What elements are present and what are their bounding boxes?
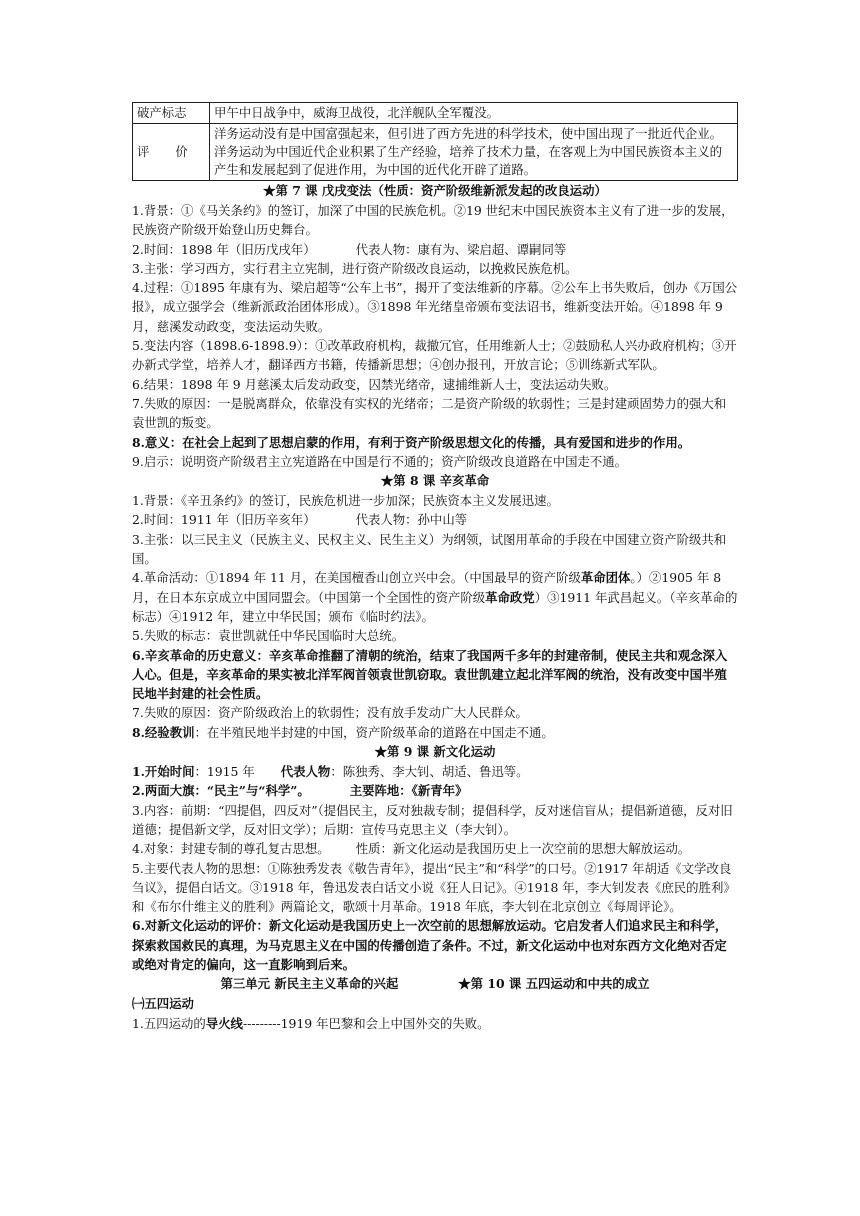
paragraph: 8.经验教训：在半殖民地半封建的中国，资产阶级革命的道路在中国走不通。 [132,724,554,740]
paragraph: 6.结果：1898 年 9 月慈溪太后发动政变，囚禁光绪帝，逮捕维新人士，变法运动失败。 [132,376,617,392]
paragraph: 4.革命活动：①1894 年 11 月，在美国檀香山创立兴中会。（中国最早的资产阶级革命团体。）②1905 年 8 月，在日本东京成立中国同盟会。（中国第一个全国性的资产阶级革命政党）③1911 年武昌起义。（辛亥革命的标志）④1912 年，建立中华民国；颁布《临时约法》。 [132,570,738,624]
paragraph: 2.时间：1898 年（旧历戊戌年） 代表人物：康有为、梁启超、谭嗣同等 [132,241,567,257]
paragraph-bold: 8.意义：在社会上起到了思想启蒙的作用，有利于资产阶级思想文化的传播，具有爱国和进步的作用。 [132,434,691,450]
paragraph: 3.内容：前期：“四提倡，四反对”（提倡民主，反对独裁专制；提倡科学，反对迷信盲从；提倡新道德，反对旧道德；提倡新文学，反对旧文学）；后期：宣传马克思主义（李大钊）。 [132,802,733,837]
paragraph: 1.背景：①《马关条约》的签订，加深了中国的民族危机。②19 世纪末中国民族资本主义有了进一步的发展，民族资产阶级开始登山历史舞台。 [132,203,734,238]
paragraph-bold: 2.两面大旗：“民主”与“科学”。 主要阵地：《新青年》 [132,783,468,799]
paragraph: 7.失败的原因：一是脱离群众，依靠没有实权的光绪帝；二是资产阶级的软弱性；三是封建顽固势力的强大和袁世凯的叛变。 [132,395,727,431]
paragraph-bold: 6.对新文化运动的评价：新文化运动是我国历史上一次空前的思想解放运动。它启发者人们追求民主和科学，探索救国救民的真理，为马克思主义在中国的传播创造了条件。不过，新文化运动中也对东西方文化绝对否定或绝对肯定的偏向，这一直影响到后来。 [132,918,728,972]
paragraph: 1.背景：《辛丑条约》的签订，民族危机进一步加深；民族资本主义发展迅速。 [132,493,559,509]
table-row [133,124,738,181]
table-cell: 甲午中日战争中，威海卫战役，北洋舰队全军覆没。 [210,103,738,124]
paragraph: 4.过程：①1895 年康有为、梁启超等“公车上书”，揭开了变法维新的序幕。②公车上书失败后，创办《万国公报》，成立强学会（维新派政治团体形成）。③1898 年光绪皇帝颁布变法诏书，维新变法开始。④1898 年 9 月，慈溪发动政变，变法运动失败。 [132,280,738,334]
table-label: 评 价 [133,124,210,181]
unit3-heading: 第三单元 新民主主义革命的兴起 ★第 10 课 五四运动和中共的成立 [220,976,650,992]
summary-table [132,102,738,181]
paragraph: 3.主张：以三民主义（民族主义、民权主义、民生主义）为纲领，试图用革命的手段在中国建立资产阶级共和国。 [132,531,727,567]
paragraph: 3.主张：学习西方，实行君主立宪制，进行资产阶级改良运动，以挽救民族危机。 [132,260,578,276]
paragraph: 5.主要代表人物的思想：①陈独秀发表《敬告青年》，提出“民主”和“科学”的口号。②1917 年胡适《文学改良刍议》，提倡白话文。③1918 年，鲁迅发表白话文小说《狂人日记》。④1918 年，李大钊发表《庶民的胜利》和《布尔什维主义的胜利》两篇论文，歌颂十月革命。1918 年底，李大钊在北京创立《每周评论》。 [132,860,736,915]
lesson7-title: ★第 7 课 戊戌变法（性质：资产阶级维新派发起的改良运动） [263,183,607,198]
lesson8-title: ★第 8 课 辛亥革命 [380,473,490,489]
paragraph: 1.开始时间：1915 年 代表人物：陈独秀、李大钊、胡适、鲁迅等。 [132,764,529,780]
document-page [132,102,738,1033]
table-row [133,103,738,124]
paragraph: 7.失败的原因：资产阶级政治上的软弱性；没有放手发动广大人民群众。 [132,705,528,721]
subheading: ㈠五四运动 [132,996,194,1012]
lesson9-title: ★第 9 课 新文化运动 [374,744,496,760]
table-label: 破产标志 [133,103,210,124]
paragraph: 5.变法内容（1898.6-1898.9）：①改革政府机构，裁撤冗官，任用维新人士；②鼓励私人兴办政府机构；③开办新式学堂，培养人才，翻译西方书籍，传播新思想；④创办报刊，开放言论；⑤训练新式军队。 [132,338,737,373]
paragraph-bold: 6.辛亥革命的历史意义：辛亥革命推翻了清朝的统治，结束了我国两千多年的封建帝制，使民主共和观念深入人心。但是，辛亥革命的果实被北洋军阀首领袁世凯窃取。袁世凯建立起北洋军阀的统治，没有改变中国半殖民地半封建的社会性质。 [132,647,728,702]
paragraph: 9.启示：说明资产阶级君主立宪道路在中国是行不通的；资产阶级改良道路在中国走不通。 [132,453,628,469]
paragraph: 1.五四运动的导火线---------1919 年巴黎和会上中国外交的失败。 [132,1015,490,1031]
paragraph: 4.对象：封建专制的尊孔复古思想。 性质：新文化运动是我国历史上一次空前的思想大解放运动。 [132,841,691,857]
table-cell: 洋务运动没有是中国富强起来，但引进了西方先进的科学技术，使中国出现了一批近代企业。洋务运动为中国近代企业积累了生产经验，培养了技术力量，在客观上为中国民族资本主义的产生和发展起到了促进作用，为中国的近代化开辟了道路。 [210,124,738,181]
paragraph: 2.时间：1911 年（旧历辛亥年） 代表人物：孙中山等 [132,512,468,528]
paragraph: 5.失败的标志：袁世凯就任中华民国临时大总统。 [132,628,405,644]
